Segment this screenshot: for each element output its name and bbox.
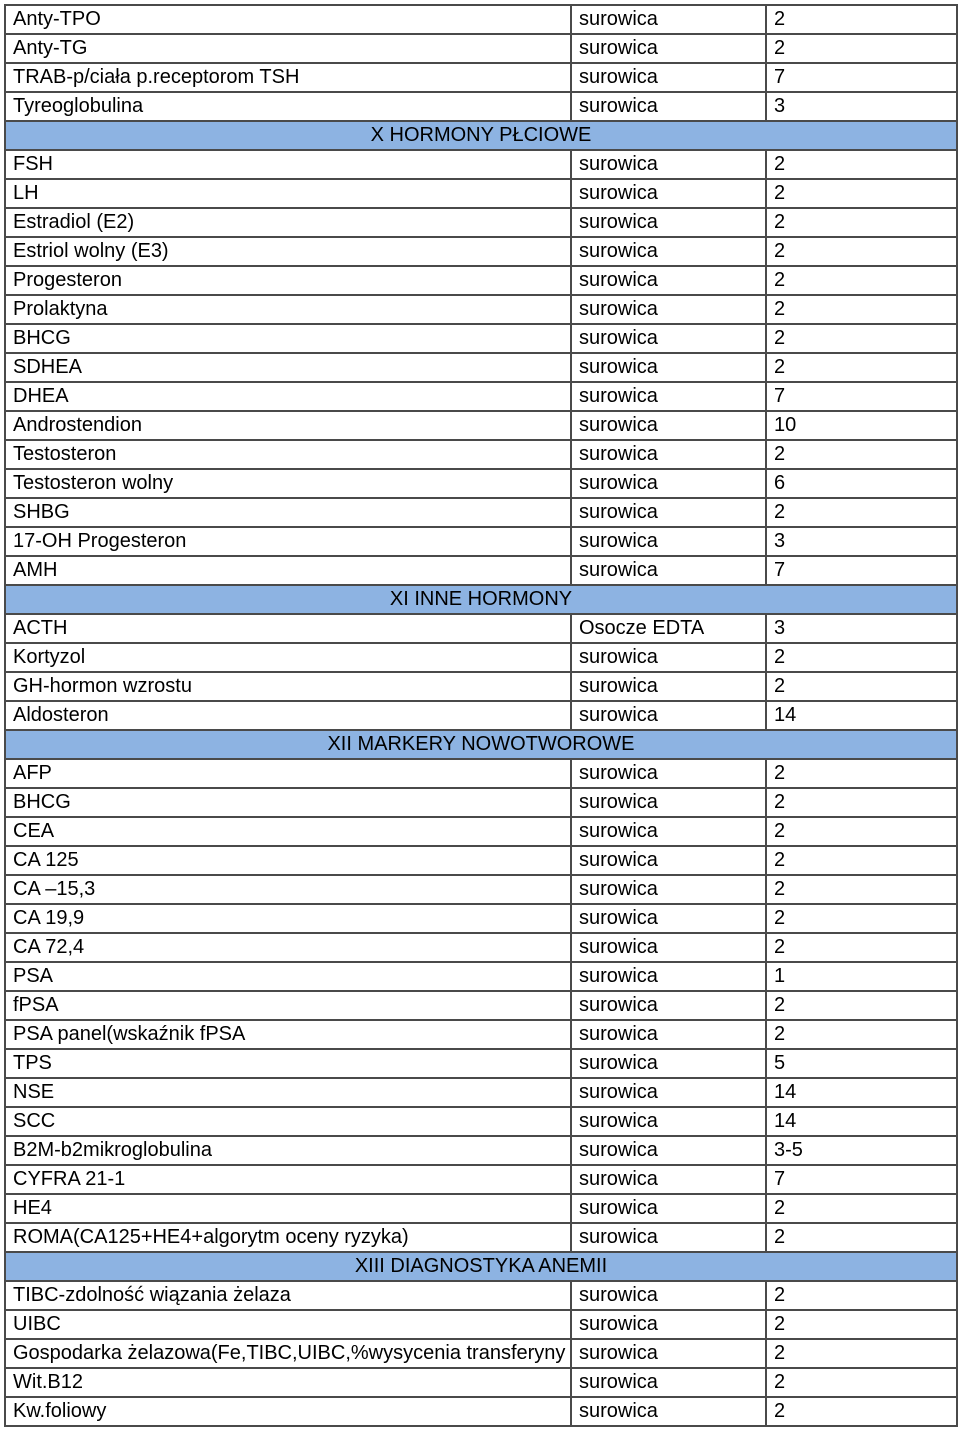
table-row: [5, 237, 957, 266]
sample-material-cell: surowica: [571, 295, 766, 324]
sample-material-cell: surowica: [571, 1368, 766, 1397]
sample-material-cell: surowica: [571, 962, 766, 991]
table-row: [5, 1281, 957, 1310]
section-title-text: XII MARKERY NOWOTWOROWE: [327, 733, 635, 755]
sample-material-cell: surowica: [571, 1136, 766, 1165]
test-name-cell: ACTH: [5, 614, 571, 643]
table-row: [5, 266, 957, 295]
table-row: [5, 672, 957, 701]
table-row: [5, 1339, 957, 1368]
test-name-cell: Anty-TG: [5, 34, 571, 63]
section-title: [5, 121, 957, 150]
section-header-row: [5, 730, 957, 759]
sample-material-cell: surowica: [571, 382, 766, 411]
table-row: [5, 208, 957, 237]
test-name-cell: TPS: [5, 1049, 571, 1078]
test-name-cell: CA 72,4: [5, 933, 571, 962]
sample-material-cell: surowica: [571, 817, 766, 846]
test-name-cell: GH-hormon wzrostu: [5, 672, 571, 701]
sample-material-cell: surowica: [571, 498, 766, 527]
table-row: [5, 846, 957, 875]
test-name-cell: Androstendion: [5, 411, 571, 440]
turnaround-days-cell: 2: [766, 1223, 957, 1252]
table-row: [5, 411, 957, 440]
table-row: [5, 1107, 957, 1136]
turnaround-days-cell: 2: [766, 788, 957, 817]
test-name-cell: HE4: [5, 1194, 571, 1223]
test-name-cell: UIBC: [5, 1310, 571, 1339]
turnaround-days-cell: 1: [766, 962, 957, 991]
test-name-cell: Gospodarka żelazowa(Fe,TIBC,UIBC,%wysycenia transferyny: [5, 1339, 571, 1368]
turnaround-days-cell: 2: [766, 498, 957, 527]
sample-material-cell: surowica: [571, 411, 766, 440]
test-name-cell: fPSA: [5, 991, 571, 1020]
table-row: [5, 150, 957, 179]
turnaround-days-cell: 2: [766, 933, 957, 962]
turnaround-days-cell: 14: [766, 1078, 957, 1107]
sample-material-cell: surowica: [571, 1397, 766, 1426]
section-header-row: [5, 121, 957, 150]
test-name-cell: PSA: [5, 962, 571, 991]
test-name-cell: Estriol wolny (E3): [5, 237, 571, 266]
sample-material-cell: surowica: [571, 1281, 766, 1310]
turnaround-days-cell: 2: [766, 846, 957, 875]
sample-material-cell: surowica: [571, 1020, 766, 1049]
turnaround-days-cell: 2: [766, 295, 957, 324]
turnaround-days-cell: 7: [766, 1165, 957, 1194]
table-row: [5, 875, 957, 904]
turnaround-days-cell: 3-5: [766, 1136, 957, 1165]
table-row: [5, 962, 957, 991]
sample-material-cell: surowica: [571, 179, 766, 208]
table-row: [5, 701, 957, 730]
sample-material-cell: surowica: [571, 1339, 766, 1368]
table-row: [5, 5, 957, 34]
test-list-table: [4, 4, 958, 1427]
test-name-cell: CYFRA 21-1: [5, 1165, 571, 1194]
sample-material-cell: surowica: [571, 63, 766, 92]
turnaround-days-cell: 2: [766, 1397, 957, 1426]
test-name-cell: NSE: [5, 1078, 571, 1107]
turnaround-days-cell: 2: [766, 1194, 957, 1223]
sample-material-cell: surowica: [571, 150, 766, 179]
turnaround-days-cell: 2: [766, 1310, 957, 1339]
table-row: [5, 556, 957, 585]
turnaround-days-cell: 2: [766, 759, 957, 788]
sample-material-cell: surowica: [571, 1078, 766, 1107]
table-row: [5, 469, 957, 498]
sample-material-cell: surowica: [571, 1107, 766, 1136]
test-name-cell: AMH: [5, 556, 571, 585]
test-name-cell: TIBC-zdolność wiązania żelaza: [5, 1281, 571, 1310]
sample-material-cell: surowica: [571, 208, 766, 237]
test-name-cell: AFP: [5, 759, 571, 788]
sample-material-cell: surowica: [571, 324, 766, 353]
test-name-cell: Prolaktyna: [5, 295, 571, 324]
sample-material-cell: surowica: [571, 1223, 766, 1252]
table-row: [5, 440, 957, 469]
sample-material-cell: surowica: [571, 672, 766, 701]
turnaround-days-cell: 7: [766, 63, 957, 92]
table-row: [5, 295, 957, 324]
table-row: [5, 817, 957, 846]
sample-material-cell: surowica: [571, 991, 766, 1020]
section-title-text: X HORMONY PŁCIOWE: [370, 124, 592, 146]
table-row: [5, 92, 957, 121]
table-row: [5, 1078, 957, 1107]
turnaround-days-cell: 2: [766, 1281, 957, 1310]
table-row: [5, 1165, 957, 1194]
section-title: [5, 1252, 957, 1281]
table-row: [5, 1136, 957, 1165]
test-name-cell: Estradiol (E2): [5, 208, 571, 237]
sample-material-cell: surowica: [571, 788, 766, 817]
test-name-cell: Aldosteron: [5, 701, 571, 730]
table-row: [5, 527, 957, 556]
table-row: [5, 759, 957, 788]
test-name-cell: Wit.B12: [5, 1368, 571, 1397]
table-row: [5, 63, 957, 92]
turnaround-days-cell: 2: [766, 150, 957, 179]
table-row: [5, 324, 957, 353]
turnaround-days-cell: 3: [766, 614, 957, 643]
section-title-text: XIII DIAGNOSTYKA ANEMII: [354, 1255, 608, 1277]
table-row: [5, 1020, 957, 1049]
sample-material-cell: surowica: [571, 92, 766, 121]
sample-material-cell: surowica: [571, 34, 766, 63]
test-name-cell: B2M-b2mikroglobulina: [5, 1136, 571, 1165]
sample-material-cell: surowica: [571, 237, 766, 266]
section-title: [5, 585, 957, 614]
sample-material-cell: surowica: [571, 353, 766, 382]
test-name-cell: BHCG: [5, 324, 571, 353]
turnaround-days-cell: 2: [766, 266, 957, 295]
sample-material-cell: surowica: [571, 527, 766, 556]
test-name-cell: CEA: [5, 817, 571, 846]
sample-material-cell: surowica: [571, 701, 766, 730]
test-name-cell: CA –15,3: [5, 875, 571, 904]
test-name-cell: DHEA: [5, 382, 571, 411]
test-name-cell: Kortyzol: [5, 643, 571, 672]
test-name-cell: SDHEA: [5, 353, 571, 382]
turnaround-days-cell: 3: [766, 527, 957, 556]
turnaround-days-cell: 6: [766, 469, 957, 498]
turnaround-days-cell: 2: [766, 643, 957, 672]
turnaround-days-cell: 2: [766, 1368, 957, 1397]
table-row: [5, 382, 957, 411]
table-row: [5, 788, 957, 817]
test-name-cell: Testosteron wolny: [5, 469, 571, 498]
section-title-text: XI INNE HORMONY: [389, 588, 573, 610]
table-row: [5, 614, 957, 643]
table-row: [5, 1368, 957, 1397]
test-name-cell: PSA panel(wskaźnik fPSA: [5, 1020, 571, 1049]
section-header-row: [5, 585, 957, 614]
turnaround-days-cell: 2: [766, 1020, 957, 1049]
turnaround-days-cell: 2: [766, 5, 957, 34]
test-name-cell: Anty-TPO: [5, 5, 571, 34]
test-name-cell: BHCG: [5, 788, 571, 817]
table-row: [5, 1194, 957, 1223]
section-header-row: [5, 1252, 957, 1281]
test-name-cell: SHBG: [5, 498, 571, 527]
table-row: [5, 498, 957, 527]
test-name-cell: CA 125: [5, 846, 571, 875]
test-name-cell: Kw.foliowy: [5, 1397, 571, 1426]
turnaround-days-cell: 7: [766, 556, 957, 585]
test-name-cell: ROMA(CA125+HE4+algorytm oceny ryzyka): [5, 1223, 571, 1252]
sample-material-cell: surowica: [571, 759, 766, 788]
turnaround-days-cell: 2: [766, 353, 957, 382]
turnaround-days-cell: 2: [766, 1339, 957, 1368]
turnaround-days-cell: 2: [766, 179, 957, 208]
section-title: [5, 730, 957, 759]
turnaround-days-cell: 2: [766, 817, 957, 846]
table-row: [5, 991, 957, 1020]
test-name-cell: Progesteron: [5, 266, 571, 295]
turnaround-days-cell: 14: [766, 701, 957, 730]
turnaround-days-cell: 14: [766, 1107, 957, 1136]
sample-material-cell: surowica: [571, 643, 766, 672]
test-name-cell: Testosteron: [5, 440, 571, 469]
sample-material-cell: surowica: [571, 1165, 766, 1194]
test-name-cell: SCC: [5, 1107, 571, 1136]
turnaround-days-cell: 7: [766, 382, 957, 411]
table-row: [5, 179, 957, 208]
test-name-cell: TRAB-p/ciała p.receptorom TSH: [5, 63, 571, 92]
sample-material-cell: surowica: [571, 1049, 766, 1078]
sample-material-cell: surowica: [571, 440, 766, 469]
table-body: [5, 5, 957, 1426]
sample-material-cell: surowica: [571, 933, 766, 962]
turnaround-days-cell: 5: [766, 1049, 957, 1078]
sample-material-cell: surowica: [571, 469, 766, 498]
table-row: [5, 353, 957, 382]
turnaround-days-cell: 2: [766, 324, 957, 353]
sample-material-cell: surowica: [571, 875, 766, 904]
test-name-cell: CA 19,9: [5, 904, 571, 933]
table-row: [5, 1223, 957, 1252]
table-row: [5, 904, 957, 933]
sample-material-cell: surowica: [571, 266, 766, 295]
sample-material-cell: surowica: [571, 1310, 766, 1339]
turnaround-days-cell: 2: [766, 875, 957, 904]
test-name-cell: 17-OH Progesteron: [5, 527, 571, 556]
turnaround-days-cell: 10: [766, 411, 957, 440]
table-row: [5, 643, 957, 672]
table-row: [5, 933, 957, 962]
turnaround-days-cell: 2: [766, 991, 957, 1020]
turnaround-days-cell: 2: [766, 440, 957, 469]
turnaround-days-cell: 3: [766, 92, 957, 121]
turnaround-days-cell: 2: [766, 904, 957, 933]
test-name-cell: FSH: [5, 150, 571, 179]
table-row: [5, 1049, 957, 1078]
table-row: [5, 1310, 957, 1339]
table-row: [5, 34, 957, 63]
table-row: [5, 1397, 957, 1426]
turnaround-days-cell: 2: [766, 34, 957, 63]
test-name-cell: Tyreoglobulina: [5, 92, 571, 121]
sample-material-cell: surowica: [571, 846, 766, 875]
sample-material-cell: surowica: [571, 1194, 766, 1223]
sample-material-cell: surowica: [571, 556, 766, 585]
turnaround-days-cell: 2: [766, 208, 957, 237]
turnaround-days-cell: 2: [766, 237, 957, 266]
sample-material-cell: Osocze EDTA: [571, 614, 766, 643]
turnaround-days-cell: 2: [766, 672, 957, 701]
sample-material-cell: surowica: [571, 904, 766, 933]
test-name-cell: LH: [5, 179, 571, 208]
sample-material-cell: surowica: [571, 5, 766, 34]
